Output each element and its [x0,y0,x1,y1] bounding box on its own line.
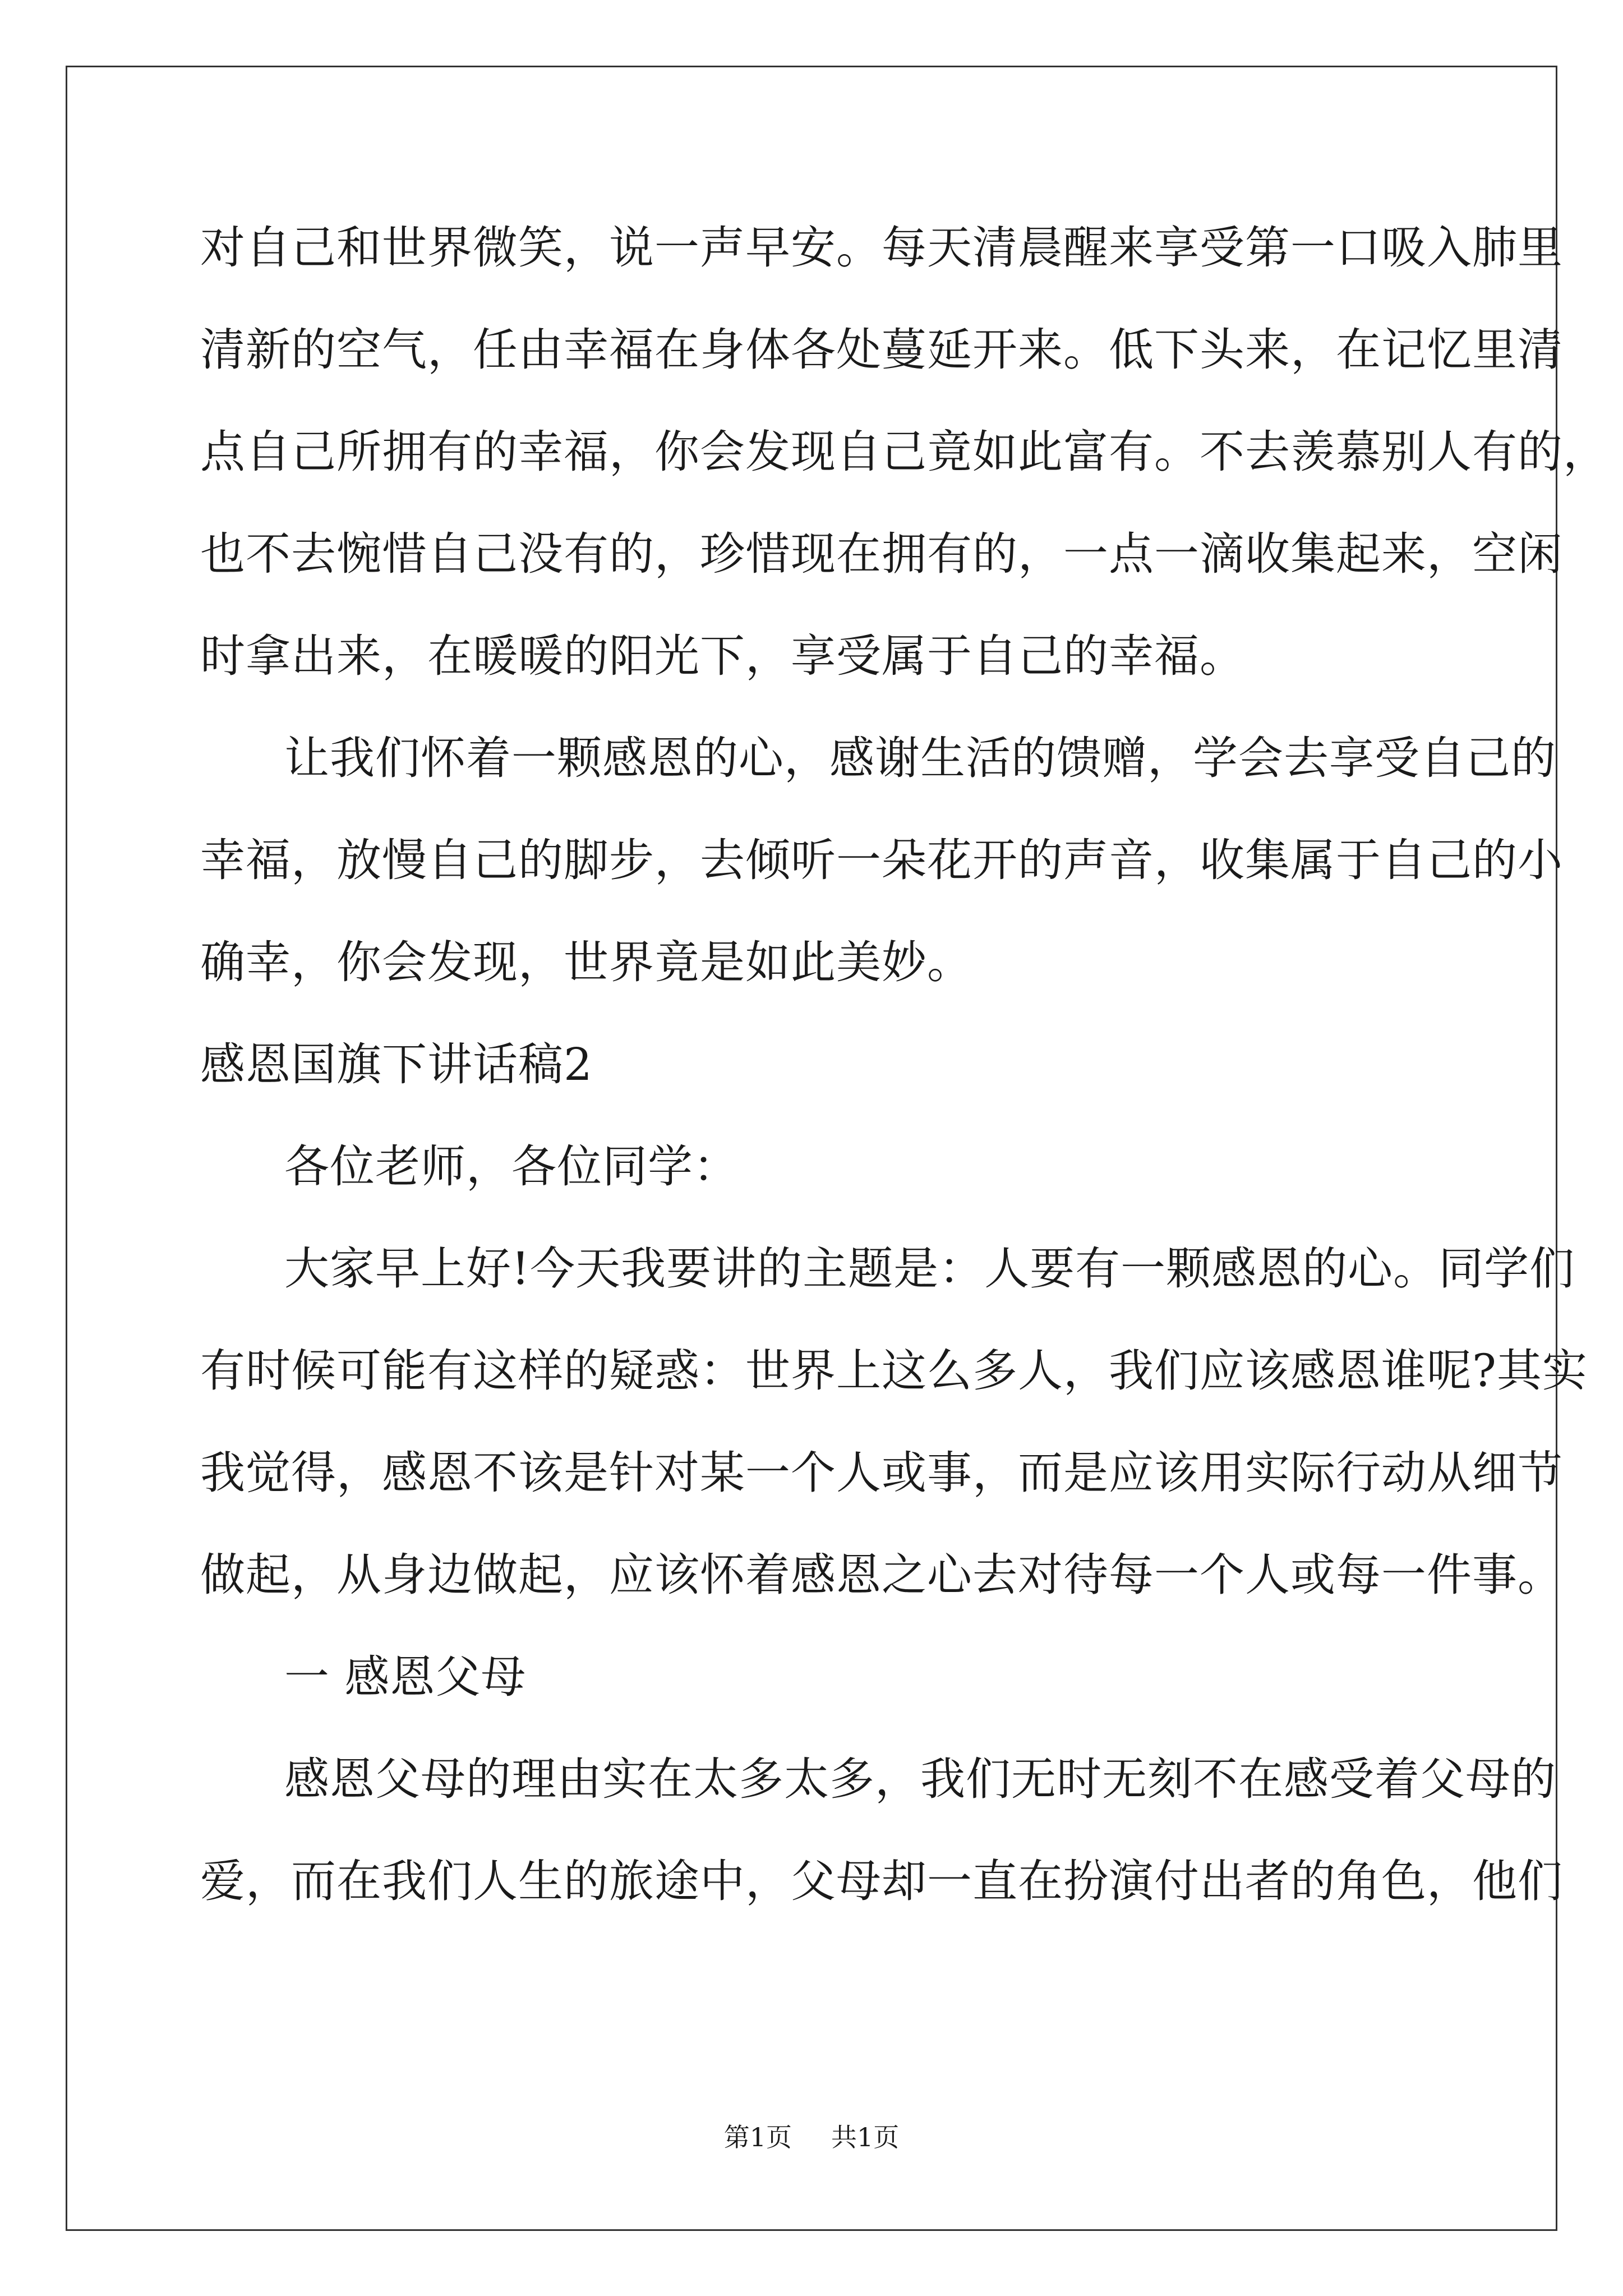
section-heading: 感恩国旗下讲话稿2 [200,1038,593,1091]
text-line-2: 清新的空气，任由幸福在身体各处蔓延开来。低下头来，在记忆里清 [200,324,1563,376]
salutation: 各位老师，各位同学： [284,1140,739,1193]
text-line-14: 做起，从身边做起，应该怀着感恩之心去对待每一个人或每一件事。 [200,1549,1563,1601]
text-line-5: 时拿出来，在暖暖的阳光下，享受属于自己的幸福。 [200,630,1245,682]
text-line-12: 有时候可能有这样的疑惑：世界上这么多人，我们应该感恩谁呢?其实 [200,1345,1588,1397]
text-line-16: 感恩父母的理由实在太多太多，我们无时无刻不在感受着父母的 [284,1753,1556,1805]
text-line-3: 点自己所拥有的幸福，你会发现自己竟如此富有。不去羡慕别人有的， [200,426,1608,478]
text-line-7: 幸福，放慢自己的脚步，去倾听一朵花开的声音，收集属于自己的小 [200,834,1563,886]
text-line-11: 大家早上好!今天我要讲的主题是：人要有一颗感恩的心。同学们 [284,1243,1575,1295]
page-number: 第1页 [723,2122,792,2152]
text-line-4: 也不去惋惜自己没有的，珍惜现在拥有的，一点一滴收集起来，空闲 [200,528,1563,580]
subheading-gratitude-parents: 一 感恩父母 [284,1651,527,1703]
page-footer [0,2120,1623,2154]
page-total: 共1页 [831,2122,900,2152]
text-line-6: 让我们怀着一颗感恩的心，感谢生活的馈赠，学会去享受自己的 [284,732,1556,784]
text-line-13: 我觉得，感恩不该是针对某一个人或事，而是应该用实际行动从细节 [200,1447,1563,1499]
text-line-1: 对自己和世界微笑，说一声早安。每天清晨醒来享受第一口吸入肺里 [200,222,1563,274]
text-line-8: 确幸，你会发现，世界竟是如此美妙。 [200,936,972,988]
document-body [200,220,1608,1955]
text-line-17: 爱，而在我们人生的旅途中，父母却一直在扮演付出者的角色，他们 [200,1855,1563,1907]
